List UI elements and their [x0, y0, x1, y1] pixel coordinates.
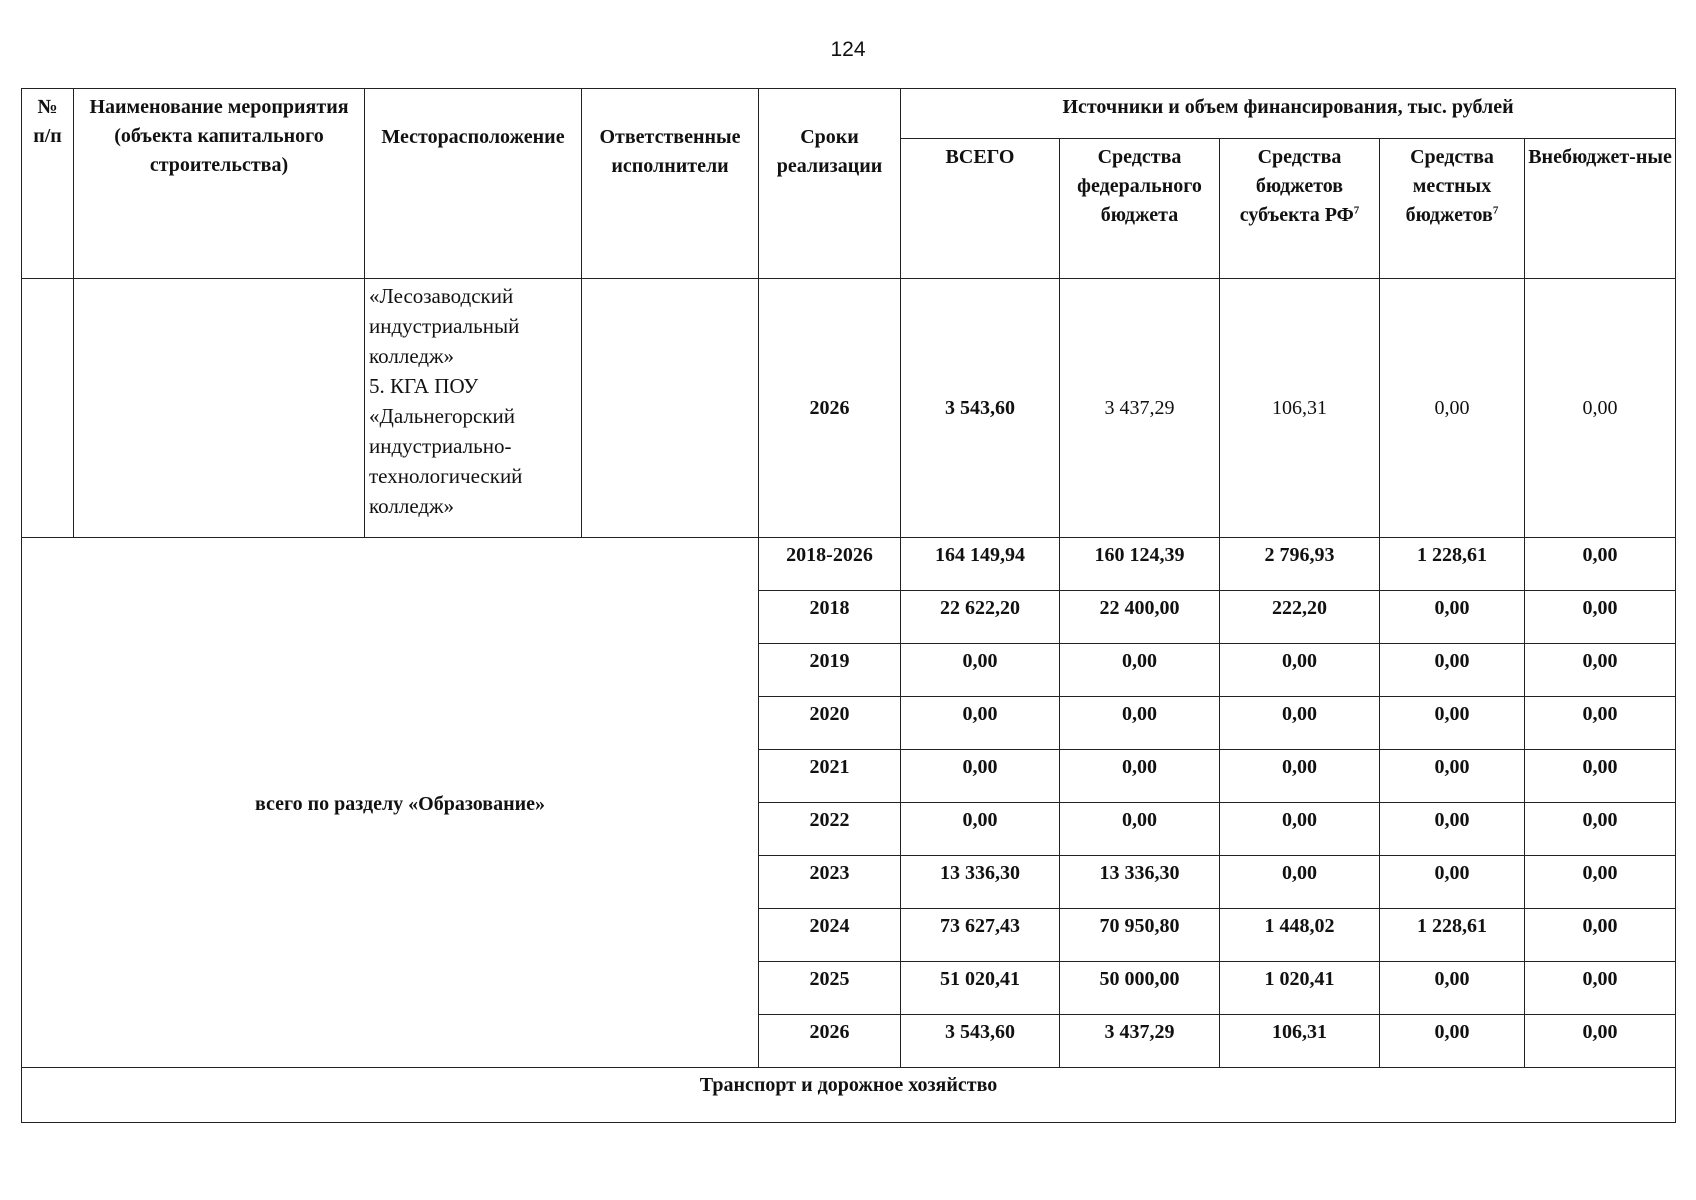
cell-location: [365, 279, 582, 538]
cell-subject: 0,00: [1220, 803, 1380, 856]
cell-year: 2026: [759, 1015, 901, 1068]
cell-federal: 0,00: [1060, 644, 1220, 697]
location-line: 5. КГА ПОУ: [369, 374, 479, 398]
cell-year: 2023: [759, 856, 901, 909]
location-line: технологический: [369, 464, 523, 488]
cell-year: 2018: [759, 591, 901, 644]
cell-total: 0,00: [901, 697, 1060, 750]
cell-local: 0,00: [1380, 856, 1525, 909]
cell-responsible: [582, 279, 759, 538]
cell-name: [74, 279, 365, 538]
cell-local: 0,00: [1380, 279, 1525, 538]
cell-year: 2024: [759, 909, 901, 962]
cell-offbudget: 0,00: [1525, 538, 1676, 591]
header-terms: Сроки реализации: [759, 89, 901, 279]
cell-subject: 0,00: [1220, 856, 1380, 909]
cell-total: 3 543,60: [901, 279, 1060, 538]
cell-year: 2022: [759, 803, 901, 856]
page-number: 124: [830, 38, 866, 61]
cell-local: 0,00: [1380, 750, 1525, 803]
cell-year: 2019: [759, 644, 901, 697]
cell-offbudget: 0,00: [1525, 962, 1676, 1015]
cell-local: 0,00: [1380, 697, 1525, 750]
cell-federal: 13 336,30: [1060, 856, 1220, 909]
cell-federal: 50 000,00: [1060, 962, 1220, 1015]
cell-offbudget: 0,00: [1525, 856, 1676, 909]
cell-subject: 2 796,93: [1220, 538, 1380, 591]
cell-offbudget: 0,00: [1525, 803, 1676, 856]
cell-federal: 3 437,29: [1060, 279, 1220, 538]
cell-local: 0,00: [1380, 962, 1525, 1015]
header-total: ВСЕГО: [901, 139, 1060, 279]
cell-offbudget: 0,00: [1525, 750, 1676, 803]
cell-offbudget: 0,00: [1525, 644, 1676, 697]
cell-local: 0,00: [1380, 1015, 1525, 1068]
cell-federal: 0,00: [1060, 750, 1220, 803]
cell-federal: 0,00: [1060, 697, 1220, 750]
cell-federal: 160 124,39: [1060, 538, 1220, 591]
header-name: Наименование мероприятия (объекта капитального строительства): [74, 89, 365, 279]
location-line: индустриально-: [369, 434, 512, 458]
cell-year: 2021: [759, 750, 901, 803]
header-federal: Средства федерального бюджета: [1060, 139, 1220, 279]
next-section-row: [22, 1068, 1676, 1123]
cell-year: 2018-2026: [759, 538, 901, 591]
cell-total: 51 020,41: [901, 962, 1060, 1015]
cell-offbudget: 0,00: [1525, 279, 1676, 538]
cell-subject: 106,31: [1220, 279, 1380, 538]
header-row-1: [22, 89, 1676, 139]
cell-offbudget: 0,00: [1525, 909, 1676, 962]
cell-local: 1 228,61: [1380, 909, 1525, 962]
header-offbudget: Внебюджет-ные: [1525, 139, 1676, 279]
cell-local: 0,00: [1380, 591, 1525, 644]
cell-offbudget: 0,00: [1525, 1015, 1676, 1068]
continued-row: [22, 279, 1676, 538]
cell-offbudget: 0,00: [1525, 697, 1676, 750]
cell-subject: 222,20: [1220, 591, 1380, 644]
cell-total: 3 543,60: [901, 1015, 1060, 1068]
cell-total: 0,00: [901, 644, 1060, 697]
cell-offbudget: 0,00: [1525, 591, 1676, 644]
cell-year: 2025: [759, 962, 901, 1015]
cell-subject: 106,31: [1220, 1015, 1380, 1068]
section-total-row: [22, 538, 1676, 591]
location-line: колледж»: [369, 344, 455, 368]
cell-local: 0,00: [1380, 644, 1525, 697]
header-number: № п/п: [22, 89, 74, 279]
cell-local: 0,00: [1380, 803, 1525, 856]
location-line: колледж»: [369, 494, 455, 518]
cell-federal: 22 400,00: [1060, 591, 1220, 644]
section-total-label: всего по разделу «Образование»: [22, 538, 759, 1068]
cell-subject: 0,00: [1220, 644, 1380, 697]
location-line: индустриальный: [369, 314, 520, 338]
header-local: Средства местных бюджетов$^7$: [1380, 139, 1525, 279]
cell-total: 13 336,30: [901, 856, 1060, 909]
cell-total: 164 149,94: [901, 538, 1060, 591]
cell-local: 1 228,61: [1380, 538, 1525, 591]
cell-total: 22 622,20: [901, 591, 1060, 644]
header-sources: Источники и объем финансирования, тыс. рублей: [901, 89, 1676, 139]
cell-number: [22, 279, 74, 538]
cell-subject: 1 020,41: [1220, 962, 1380, 1015]
financing-table: [21, 88, 1676, 1123]
cell-subject: 0,00: [1220, 750, 1380, 803]
cell-total: 0,00: [901, 803, 1060, 856]
next-section-title: Транспорт и дорожное хозяйство: [22, 1068, 1676, 1123]
cell-federal: 3 437,29: [1060, 1015, 1220, 1068]
cell-federal: 70 950,80: [1060, 909, 1220, 962]
header-subject: Средства бюджетов субъекта $РФ^7$: [1220, 139, 1380, 279]
cell-year: 2020: [759, 697, 901, 750]
cell-subject: 0,00: [1220, 697, 1380, 750]
location-line: «Лесозаводский: [369, 284, 514, 308]
cell-total: 0,00: [901, 750, 1060, 803]
cell-subject: 1 448,02: [1220, 909, 1380, 962]
cell-total: 73 627,43: [901, 909, 1060, 962]
header-responsible: Ответственные исполнители: [582, 89, 759, 279]
cell-federal: 0,00: [1060, 803, 1220, 856]
location-line: «Дальнегорский: [369, 404, 516, 428]
cell-year: 2026: [759, 279, 901, 538]
header-location: Месторасположение: [365, 89, 582, 279]
